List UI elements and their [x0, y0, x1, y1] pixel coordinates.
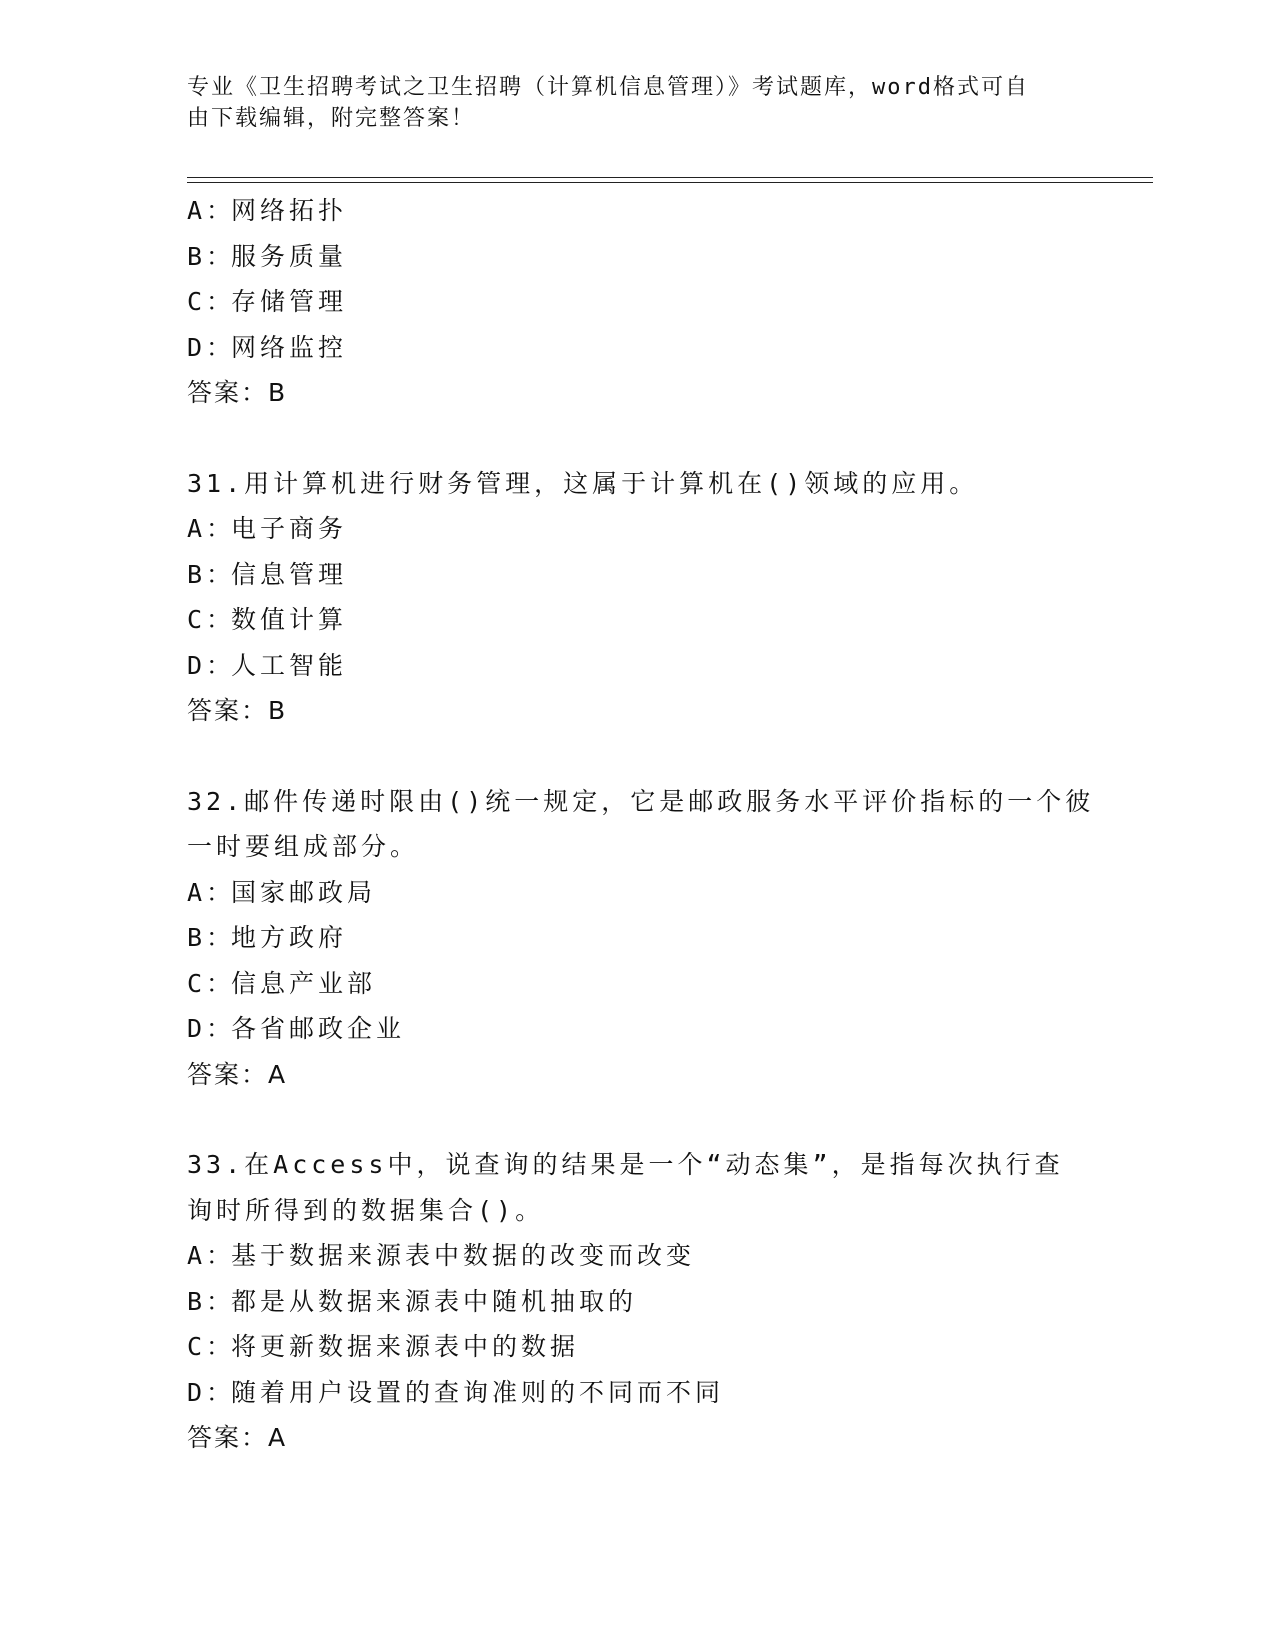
- option-letter: C：: [187, 968, 236, 998]
- question-list: [187, 188, 1095, 1461]
- option-letter: B：: [187, 241, 236, 271]
- option-letter: A：: [187, 514, 236, 543]
- option-a: [187, 188, 1087, 234]
- option-text: 数值计算: [231, 605, 348, 634]
- option-d: [187, 325, 1087, 371]
- header-line-1: 专业《卫生招聘考试之卫生招聘（计算机信息管理）》考试题库，word格式可自: [187, 75, 1029, 100]
- option-d: [187, 1370, 1087, 1416]
- option-letter: C：: [187, 605, 236, 634]
- option-text: 各省邮政企业: [231, 1014, 406, 1043]
- document-header: [187, 72, 1067, 134]
- option-a: [187, 506, 1087, 552]
- header-line-2: 由下载编辑，附完整答案！: [187, 106, 476, 131]
- option-letter: D：: [187, 332, 236, 362]
- spacer: [187, 416, 1087, 461]
- question-text-continued: 一时要组成部分。: [187, 832, 420, 861]
- option-c: [187, 961, 1087, 1007]
- option-d: [187, 643, 1087, 689]
- option-d: [187, 1006, 1087, 1052]
- option-letter: A：: [187, 196, 236, 225]
- question-text: 33.在Access中，说查询的结果是一个“动态集”，是指每次执行查: [187, 1150, 1064, 1179]
- option-text: 将更新数据来源表中的数据: [231, 1332, 580, 1361]
- option-text: 国家邮政局: [231, 877, 377, 907]
- question-block-32: [187, 779, 1095, 1098]
- option-b: [187, 552, 1087, 598]
- option-a: [187, 870, 1087, 916]
- option-b: [187, 915, 1087, 961]
- option-b: [187, 1279, 1087, 1325]
- answer-line: 答案：A: [187, 1423, 288, 1452]
- option-c: [187, 597, 1087, 643]
- option-letter: A：: [187, 877, 236, 907]
- option-text: 网络拓扑: [231, 196, 348, 225]
- option-text: 信息产业部: [231, 968, 377, 998]
- option-letter: D：: [187, 650, 236, 680]
- spacer: [187, 734, 1087, 779]
- header-rule-top: [187, 177, 1153, 178]
- option-letter: B：: [187, 1286, 236, 1316]
- option-text: 电子商务: [231, 514, 348, 543]
- answer-line: 答案：A: [187, 1059, 288, 1089]
- option-letter: B：: [187, 559, 236, 589]
- option-letter: D：: [187, 1377, 236, 1407]
- answer-line: 答案：B: [187, 378, 288, 407]
- option-text: 随着用户设置的查询准则的不同而不同: [231, 1377, 725, 1407]
- option-text: 信息管理: [231, 559, 348, 589]
- question-block-continued: [187, 188, 1087, 416]
- option-text: 服务质量: [231, 241, 348, 271]
- question-block-33: [187, 1142, 1087, 1461]
- option-c: [187, 279, 1087, 325]
- option-c: [187, 1324, 1087, 1370]
- option-text: 人工智能: [231, 650, 348, 680]
- option-letter: D：: [187, 1014, 236, 1043]
- spacer: [187, 1097, 1087, 1142]
- option-text: 地方政府: [231, 923, 348, 952]
- header-rule-bottom: [187, 182, 1153, 183]
- question-text-continued: 询时所得到的数据集合()。: [187, 1195, 545, 1225]
- option-text: 网络监控: [231, 332, 348, 362]
- option-letter: B：: [187, 923, 236, 952]
- option-letter: C：: [187, 1332, 236, 1361]
- option-letter: A：: [187, 1241, 236, 1270]
- option-text: 基于数据来源表中数据的改变而改变: [231, 1241, 696, 1270]
- question-text: 31.用计算机进行财务管理，这属于计算机在()领域的应用。: [187, 468, 979, 498]
- option-text: 存储管理: [231, 287, 348, 316]
- option-letter: C：: [187, 287, 236, 316]
- answer-line: 答案：B: [187, 696, 288, 725]
- question-text: 32.邮件传递时限由()统一规定，它是邮政服务水平评价指标的一个彼: [187, 786, 1095, 816]
- option-b: [187, 234, 1087, 280]
- option-text: 都是从数据来源表中随机抽取的: [231, 1286, 638, 1316]
- option-a: [187, 1233, 1087, 1279]
- question-block-31: [187, 461, 1087, 734]
